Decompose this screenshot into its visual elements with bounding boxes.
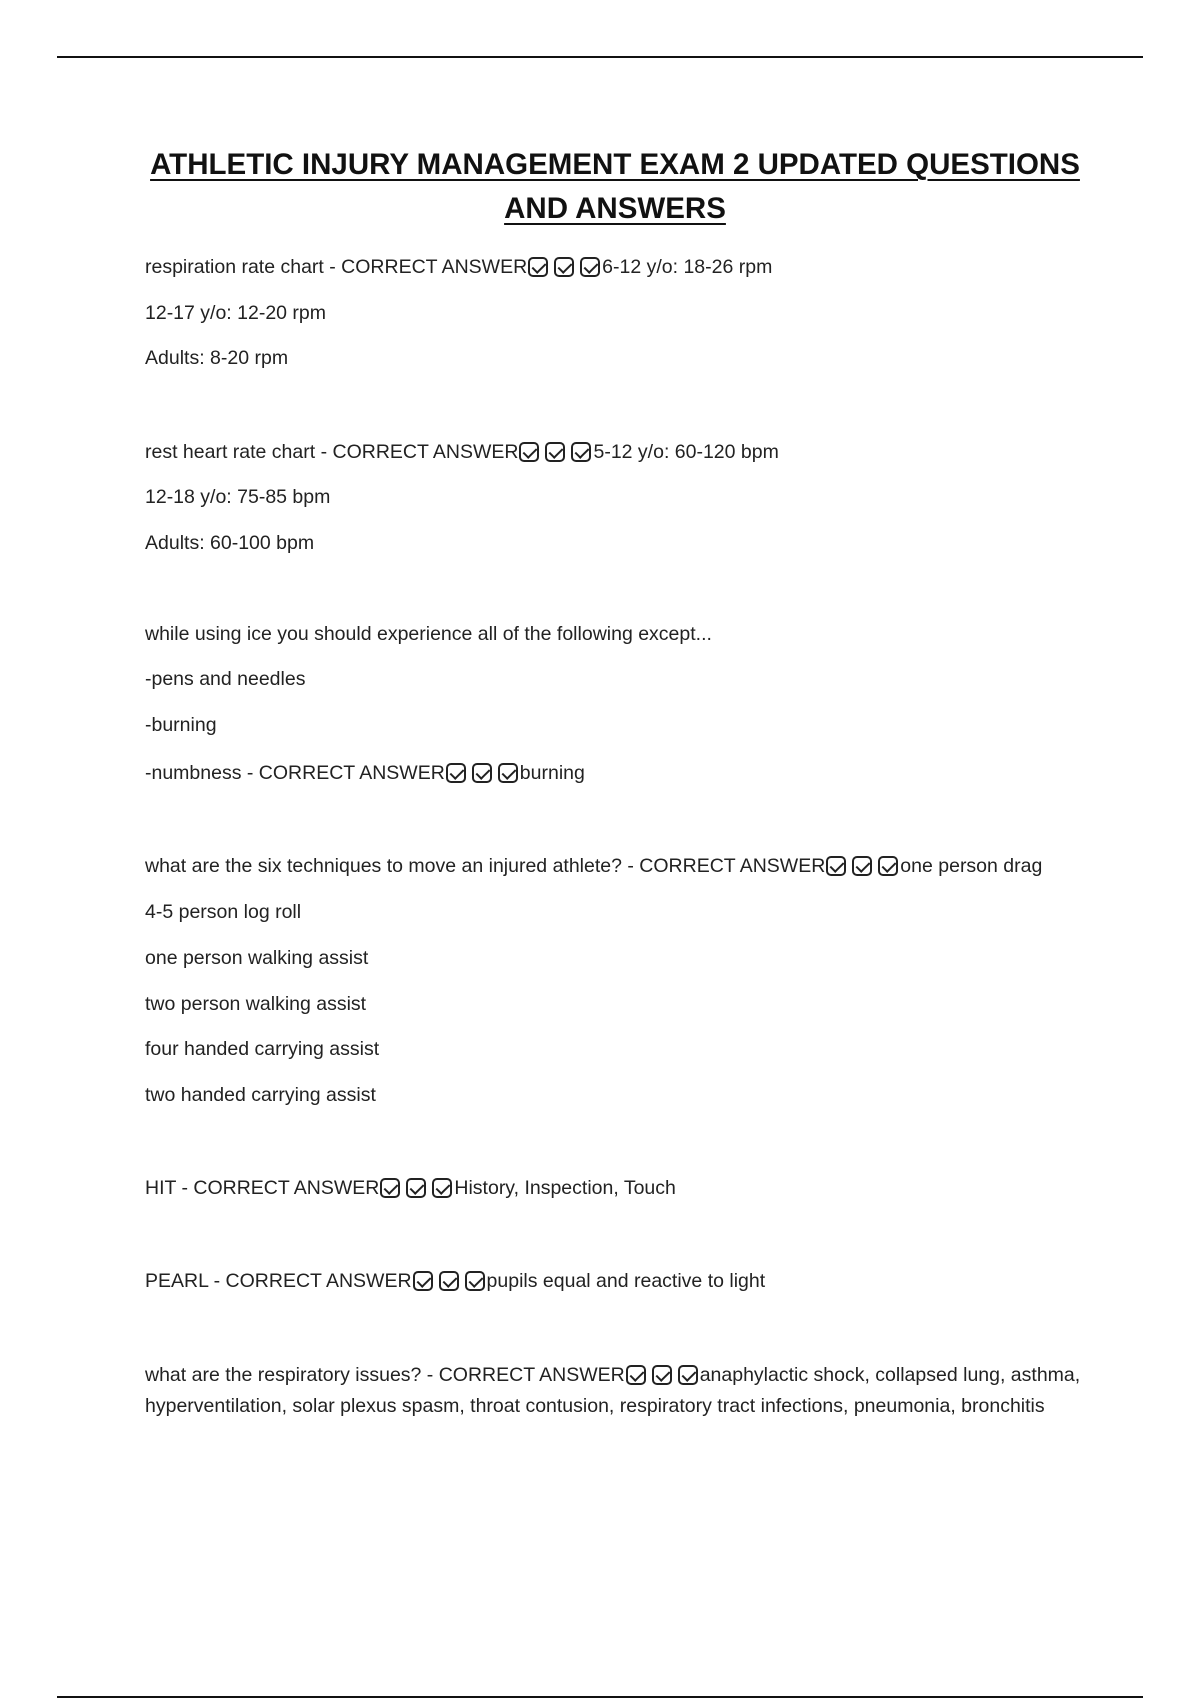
answer-text: one person drag xyxy=(900,855,1043,877)
qa-item-move-athlete xyxy=(145,853,1042,884)
answer-text: anaphylactic shock, collapsed lung, asthma, hyperventilation, solar plexus spasm, throat contusion, respiratory tract infections, pneumonia, bronchitis xyxy=(145,1364,1081,1417)
answer-text: History, Inspection, Touch xyxy=(454,1177,676,1199)
option-line: -burning xyxy=(145,714,217,736)
answer-line: Adults: 8-20 rpm xyxy=(145,347,289,369)
answer-checkmarks xyxy=(413,1271,486,1299)
answer-line: two person walking assist xyxy=(145,993,367,1015)
document-title: ATHLETIC INJURY MANAGEMENT EXAM 2 UPDATED QUESTIONS AND ANSWERS xyxy=(150,148,1080,225)
checkbox-checked-icon xyxy=(406,1178,426,1198)
checkbox-checked-icon xyxy=(413,1271,433,1291)
answer-text: 6-12 y/o: 18-26 rpm xyxy=(602,256,773,278)
qa-item-rest-heart-rate xyxy=(145,439,779,470)
answer-checkmarks xyxy=(826,856,899,884)
answer-line: 12-17 y/o: 12-20 rpm xyxy=(145,302,327,324)
checkbox-checked-icon xyxy=(465,1271,485,1291)
checkbox-checked-icon xyxy=(626,1365,646,1385)
checkbox-checked-icon xyxy=(852,856,872,876)
top-rule xyxy=(57,56,1143,58)
answer-checkmarks xyxy=(446,763,519,791)
question-line: while using ice you should experience all of the following except... xyxy=(145,623,712,645)
answer-checkmarks xyxy=(519,442,592,470)
answer-line: 12-18 y/o: 75-85 bpm xyxy=(145,486,331,508)
answer-text: pupils equal and reactive to light xyxy=(486,1270,766,1292)
answer-text: burning xyxy=(519,762,585,784)
checkbox-checked-icon xyxy=(554,257,574,277)
question-text: respiration rate chart - CORRECT ANSWER xyxy=(145,256,528,278)
question-text: what are the six techniques to move an injured athlete? - CORRECT ANSWER xyxy=(145,855,826,877)
qa-item-respiration-rate xyxy=(145,254,772,285)
option-line: -pens and needles xyxy=(145,668,306,690)
answer-line: Adults: 60-100 bpm xyxy=(145,532,315,554)
qa-item-hit xyxy=(145,1175,676,1206)
checkbox-checked-icon xyxy=(519,442,539,462)
checkbox-checked-icon xyxy=(432,1178,452,1198)
question-text: rest heart rate chart - CORRECT ANSWER xyxy=(145,441,519,463)
checkbox-checked-icon xyxy=(472,763,492,783)
question-text: what are the respiratory issues? - CORRECT ANSWER xyxy=(145,1364,625,1386)
answer-checkmarks xyxy=(528,257,601,285)
answer-checkmarks xyxy=(626,1365,699,1393)
checkbox-checked-icon xyxy=(878,856,898,876)
qa-item-ice xyxy=(145,760,585,791)
answer-line: one person walking assist xyxy=(145,947,369,969)
checkbox-checked-icon xyxy=(439,1271,459,1291)
answer-line: four handed carrying assist xyxy=(145,1038,380,1060)
question-text: HIT - CORRECT ANSWER xyxy=(145,1177,380,1199)
checkbox-checked-icon xyxy=(652,1365,672,1385)
qa-item-respiratory-issues xyxy=(145,1362,1085,1420)
answer-line: two handed carrying assist xyxy=(145,1084,376,1106)
bottom-rule xyxy=(57,1696,1143,1698)
answer-checkmarks xyxy=(380,1178,453,1206)
question-text: -numbness - CORRECT ANSWER xyxy=(145,762,445,784)
answer-line: 4-5 person log roll xyxy=(145,901,302,923)
checkbox-checked-icon xyxy=(826,856,846,876)
checkbox-checked-icon xyxy=(678,1365,698,1385)
checkbox-checked-icon xyxy=(545,442,565,462)
checkbox-checked-icon xyxy=(580,257,600,277)
checkbox-checked-icon xyxy=(380,1178,400,1198)
checkbox-checked-icon xyxy=(528,257,548,277)
qa-item-pearl xyxy=(145,1268,765,1299)
checkbox-checked-icon xyxy=(446,763,466,783)
checkbox-checked-icon xyxy=(571,442,591,462)
answer-text: 5-12 y/o: 60-120 bpm xyxy=(593,441,779,463)
checkbox-checked-icon xyxy=(498,763,518,783)
question-text: PEARL - CORRECT ANSWER xyxy=(145,1270,412,1292)
